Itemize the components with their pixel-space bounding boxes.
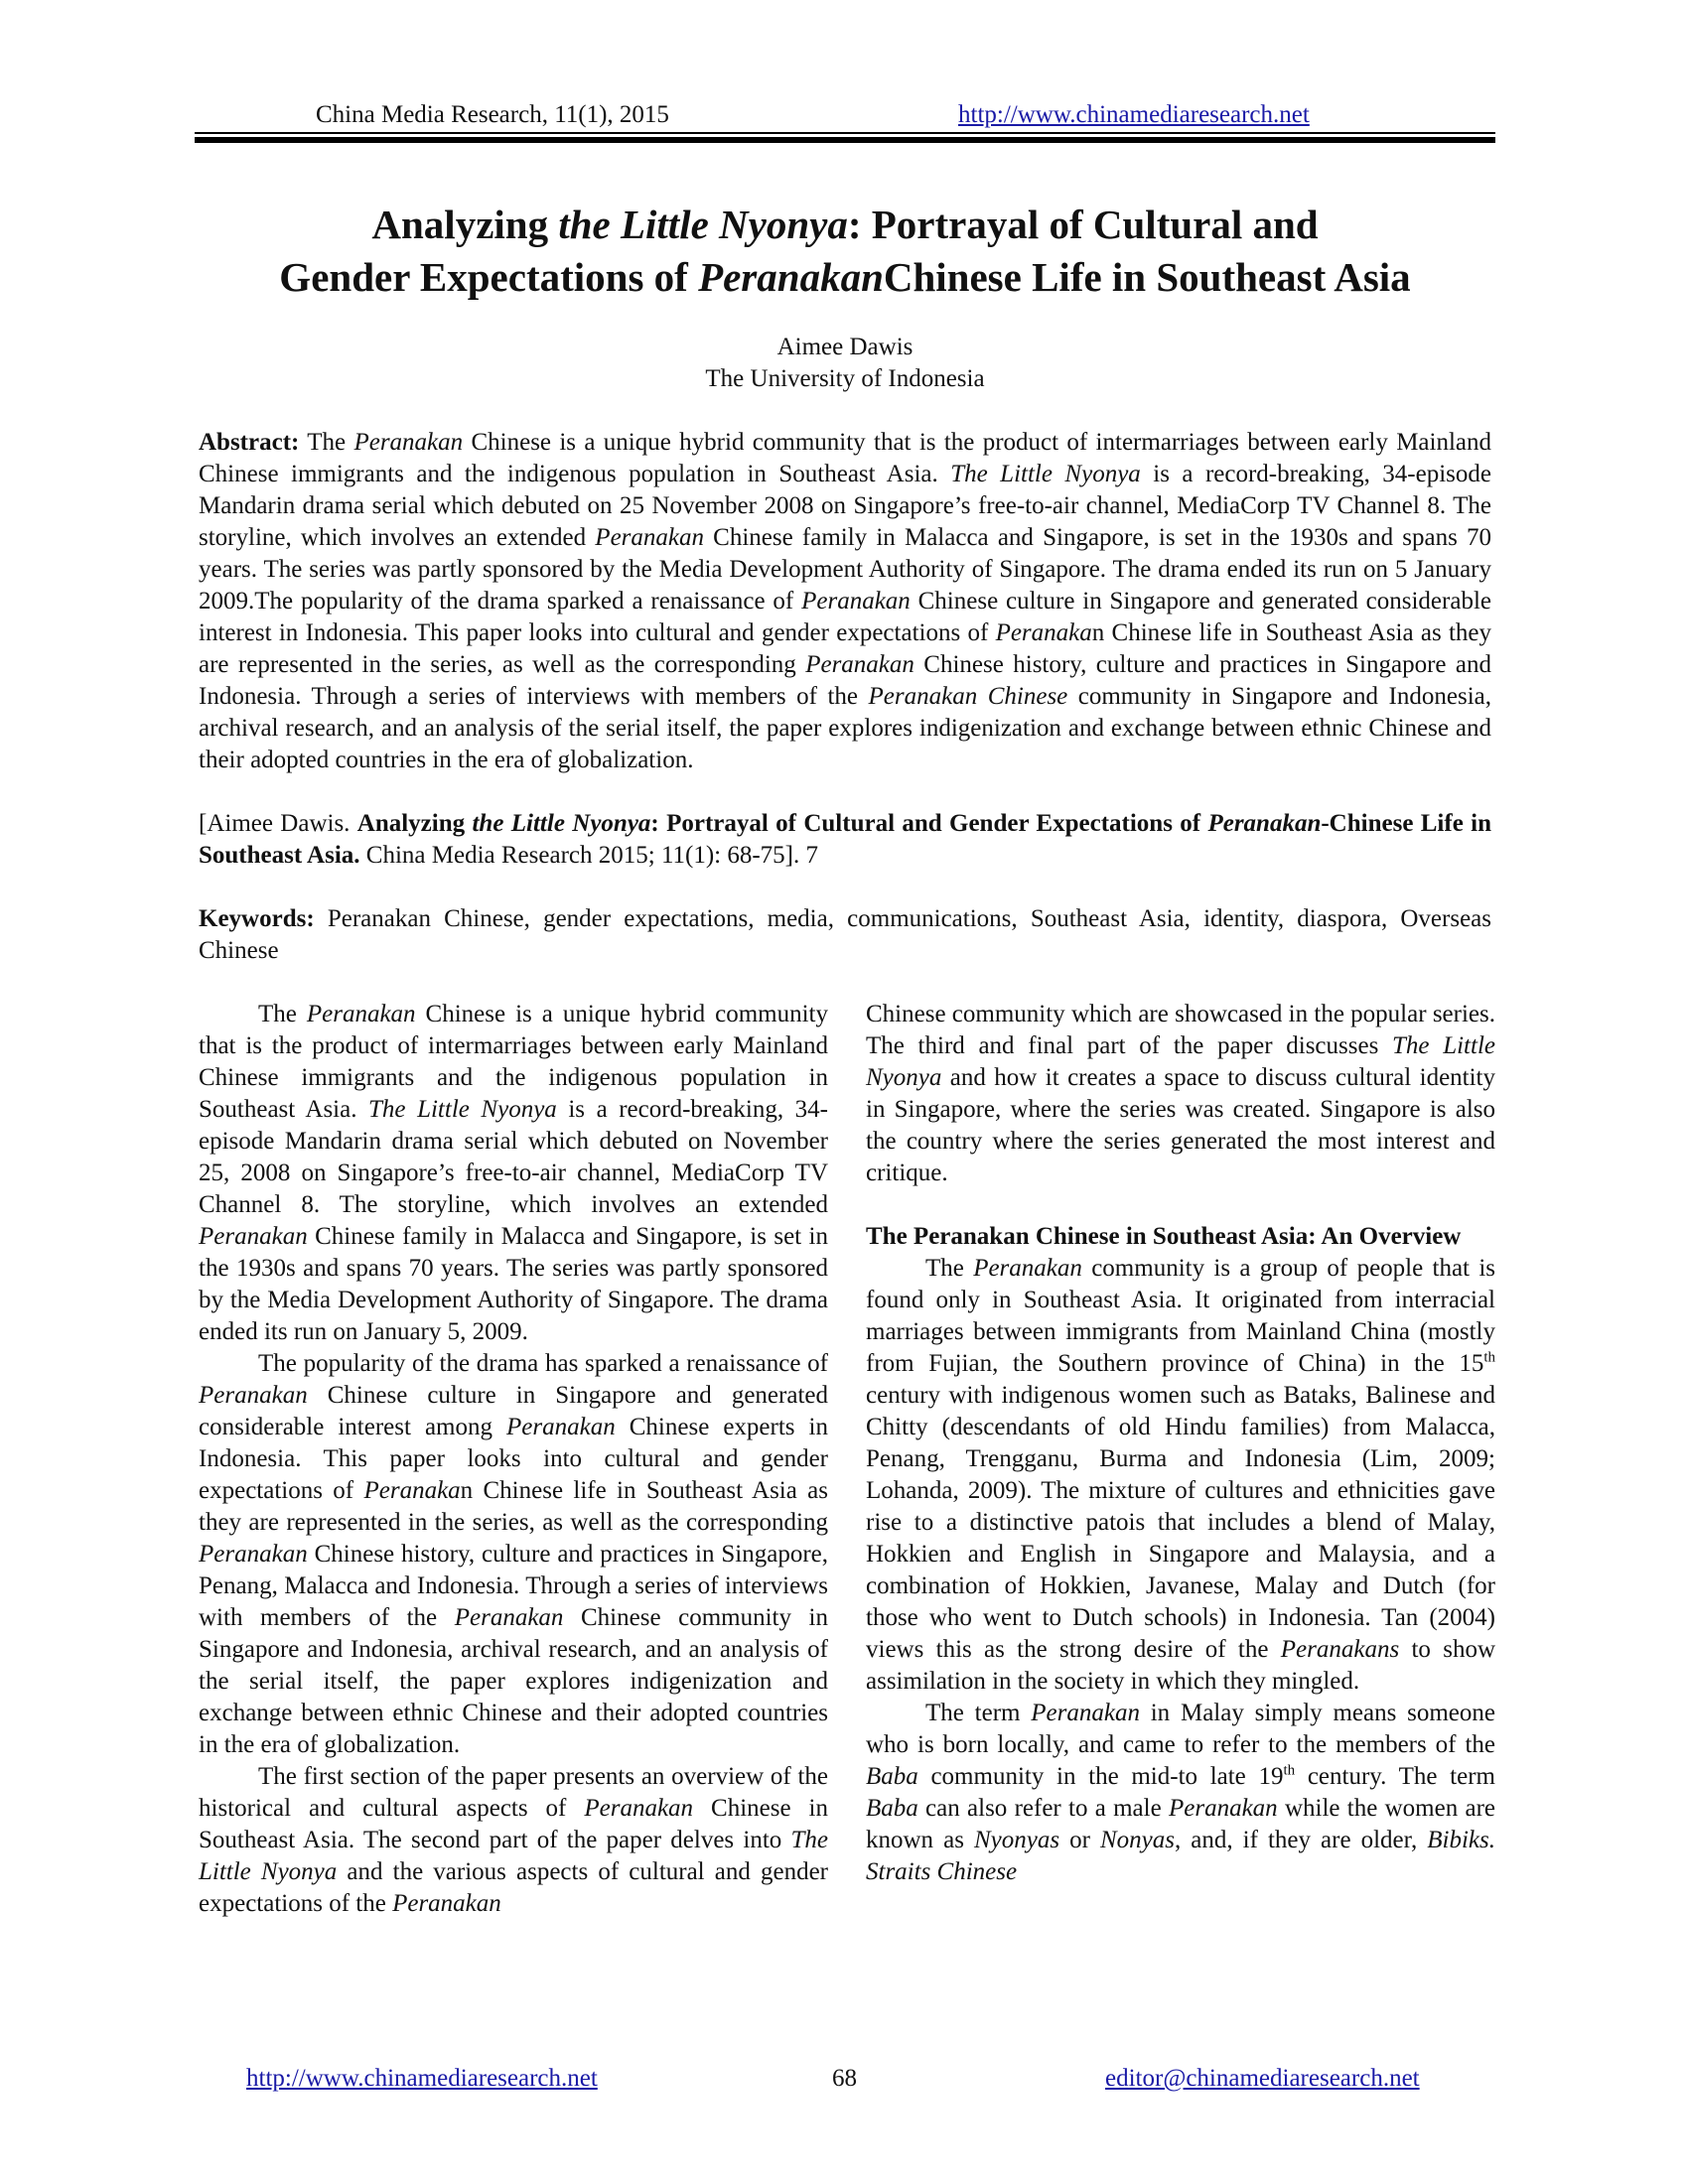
journal-citation: China Media Research, 11(1), 2015 [316, 101, 669, 128]
paragraph: The Peranakan community is a group of people that is found only in Southeast Asia. It originated from interracial marriages between immigrants from Mainland China (mostly from Fujian, the Southern province of China) in the 15th century with indigenous women such as Bataks, Balinese and Chitty (descendants of old Hindu families) from Malacca, Penang, Trengganu, Burma and Indonesia (Lim, 2009; Lohanda, 2009). The mixture of cultures and ethnicities gave rise to a distinctive patois that includes a blend of Malay, Hokkien and English in Singapore and Malaysia, and a combination of Hokkien, Javanese, Malay and Dutch (for those who went to Dutch schools) in Indonesia. Tan (2004) views this as the strong desire of the Peranakans to show assimilation in the society in which they mingled. [866, 1255, 1495, 1695]
section-heading: The Peranakan Chinese in Southeast Asia: An Overview [866, 1223, 1462, 1250]
header-rule-thin [195, 132, 1495, 134]
paragraph: The popularity of the drama has sparked a renaissance of Peranakan Chinese culture in Singapore and generated considerable interest among Peranakan Chinese experts in Indonesia. This paper looks into cultural and gender expectations of Peranakan Chinese life in Southeast Asia as they are represented in the series, as well as the corresponding Peranakan Chinese history, culture and practices in Singapore, Penang, Malacca and Indonesia. Through a series of interviews with members of the Peranakan Chinese community in Singapore and Indonesia, archival research, and an analysis of the serial itself, the paper explores indigenization and exchange between ethnic Chinese and their adopted countries in the era of globalization. [199, 1350, 829, 1758]
abstract: Abstract: The Peranakan Chinese is a unique hybrid community that is the product of intermarriages between early Mainland Chinese immigrants and the indigenous population in Southeast Asia. The Little Nyonya is a record-breaking, 34-episode Mandarin drama serial which debuted on 25 November 2008 on Singapore’s free-to-air channel, MediaCorp TV Channel 8. The storyline, which involves an extended Peranakan Chinese family in Malacca and Singapore, is set in the 1930s and spans 70 years. The series was partly sponsored by the Media Development Authority of Singapore. The drama ended its run on 5 January 2009.The popularity of the drama sparked a renaissance of Peranakan Chinese culture in Singapore and generated considerable interest in Indonesia. This paper looks into cultural and gender expectations of Peranakan Chinese life in Southeast Asia as they are represented in the series, as well as the corresponding Peranakan Chinese history, culture and practices in Singapore and Indonesia. Through a series of interviews with members of the Peranakan Chinese community in Singapore and Indonesia, archival research, and an analysis of the serial itself, the paper explores indigenization and exchange between ethnic Chinese and their adopted countries in the era of globalization. [199, 429, 1492, 773]
journal-url-link[interactable]: http://www.chinamediaresearch.net [958, 101, 1310, 128]
title-line-1: Analyzing the Little Nyonya: Portrayal of Cultural and [371, 202, 1319, 247]
abstract-label: Abstract: [199, 429, 300, 456]
author-block [195, 332, 1495, 395]
paper-title [195, 199, 1495, 304]
title-line-2: Gender Expectations of PeranakanChinese Life in Southeast Asia [279, 254, 1411, 300]
paragraph: Chinese community which are showcased in the popular series. The third and final part of the paper discusses The Little Nyonya and how it creates a space to discuss cultural identity in Singapore, where the series was created. Singapore is also the country where the series generated the most interest and critique. [866, 1001, 1495, 1186]
body-column-right [866, 999, 1495, 1888]
author-affiliation: The University of Indonesia [705, 365, 985, 392]
header-rule-thick [195, 137, 1495, 143]
keywords: Keywords: Peranakan Chinese, gender expectations, media, communications, Southeast Asia, identity, diaspora, Overseas Chinese [199, 905, 1491, 964]
paragraph: The Peranakan Chinese is a unique hybrid community that is the product of intermarriages between early Mainland Chinese immigrants and the indigenous population in Southeast Asia. The Little Nyonya is a record-breaking, 34-episode Mandarin drama serial which debuted on November 25, 2008 on Singapore’s free-to-air channel, MediaCorp TV Channel 8. The storyline, which involves an extended Peranakan Chinese family in Malacca and Singapore, is set in the 1930s and spans 70 years. The series was partly sponsored by the Media Development Authority of Singapore. The drama ended its run on January 5, 2009. [199, 1001, 828, 1345]
paragraph: The term Peranakan in Malay simply means someone who is born locally, and came to refer to the members of the Baba community in the mid-to late 19th century. The term Baba can also refer to a male Peranakan while the women are known as Nyonyas or Nonyas, and, if they are older, Bibiks. Straits Chinese [866, 1700, 1496, 1885]
page-number: 68 [832, 2065, 857, 2092]
citation: [Aimee Dawis. Analyzing the Little Nyonya: Portrayal of Cultural and Gender Expectations of Peranakan-Chinese Life in Southeast Asia. China Media Research 2015; 11(1): 68-75]. 7 [199, 810, 1491, 869]
keywords-label: Keywords: [199, 905, 315, 932]
body-column-left [199, 999, 828, 1920]
author-name: Aimee Dawis [776, 334, 914, 360]
footer-url-link[interactable]: http://www.chinamediaresearch.net [246, 2065, 598, 2092]
paragraph: The first section of the paper presents an overview of the historical and cultural aspects of Peranakan Chinese in Southeast Asia. The second part of the paper delves into The Little Nyonya and the various aspects of cultural and gender expectations of the Peranakan [199, 1763, 828, 1917]
footer-email-link[interactable]: editor@chinamediaresearch.net [1105, 2065, 1420, 2092]
